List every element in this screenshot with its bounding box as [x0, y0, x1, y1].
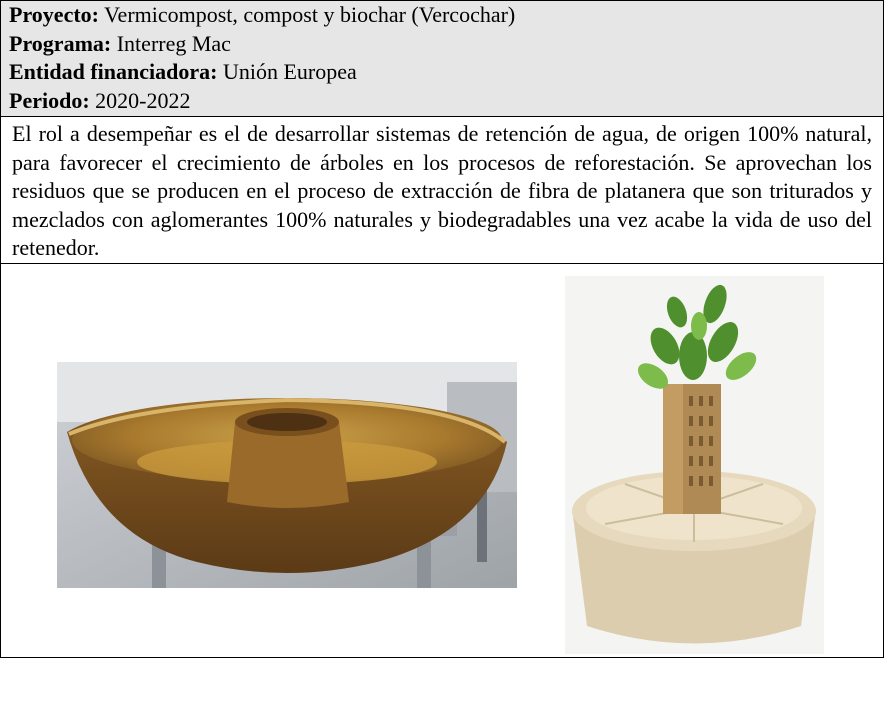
retainer-with-plant-photo [565, 276, 824, 654]
project-label: Proyecto: [9, 2, 99, 27]
project-value: Vermicompost, compost y biochar (Vercochar) [99, 2, 516, 27]
description-cell [1, 117, 884, 264]
period-row [9, 87, 875, 116]
project-header [1, 1, 884, 117]
project-description: El rol a desempeñar es el de desarrollar sistemas de retención de agua, de origen 100% natural, para favorecer el crecimiento de árboles en los procesos de reforestación. Se aprovechan los residuos que se producen en el proceso de extracción de fibra de platanera que son triturados y mezclados con aglomerantes 100% naturales y biodegradables una vez acabe la vida de uso del retenedor. [12, 121, 872, 261]
funder-label: Entidad financiadora: [9, 59, 218, 85]
water-retainer-prototype-photo [57, 362, 517, 588]
project-row [9, 1, 875, 30]
period-value: 2020-2022 [89, 87, 191, 113]
period-label: Periodo: [9, 87, 90, 113]
program-label: Programa: [9, 30, 112, 56]
photos-cell [1, 263, 884, 657]
funder-row [9, 58, 875, 87]
funder-value: Unión Europea [217, 59, 357, 85]
program-value: Interreg Mac [111, 30, 231, 56]
program-row [9, 30, 875, 59]
